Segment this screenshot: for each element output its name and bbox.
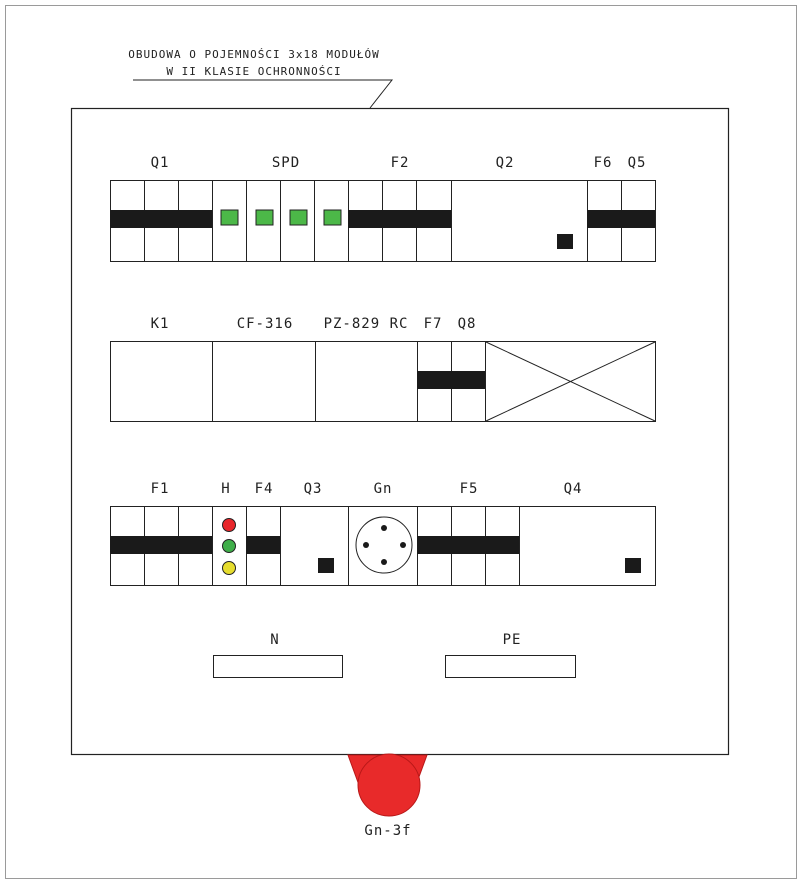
note-leader-line xyxy=(133,80,392,108)
q3-indicator xyxy=(318,558,334,573)
label-f2: F2 xyxy=(390,155,410,171)
socket-pin-right xyxy=(400,542,406,548)
f6-q5-handle-bar xyxy=(587,210,655,228)
label-f1: F1 xyxy=(150,481,170,497)
spd-led-1 xyxy=(221,210,238,225)
socket-pin-bottom xyxy=(381,559,387,565)
f2-handle-bar xyxy=(348,210,451,228)
label-q1: Q1 xyxy=(150,155,170,171)
note-line-1: OBUDOWA O POJEMNOŚCI 3x18 MODUŁÓW xyxy=(128,48,380,61)
socket-pin-left xyxy=(363,542,369,548)
label-q5: Q5 xyxy=(627,155,647,171)
label-cf316: CF-316 xyxy=(236,316,294,332)
label-f4: F4 xyxy=(254,481,274,497)
indicator-lamp-green xyxy=(223,540,236,553)
label-f6: F6 xyxy=(593,155,613,171)
label-q4: Q4 xyxy=(563,481,583,497)
rail-row-2 xyxy=(111,342,656,422)
f1-handle-bar xyxy=(110,536,212,554)
note-line-2: W II KLASIE OCHRONNOŚCI xyxy=(166,65,342,78)
label-f5: F5 xyxy=(459,481,479,497)
label-q8: Q8 xyxy=(457,316,477,332)
spd-led-3 xyxy=(290,210,307,225)
label-spd: SPD xyxy=(271,155,301,171)
f5-handle-bar xyxy=(417,536,519,554)
label-gn: Gn xyxy=(373,481,393,497)
label-n: N xyxy=(270,632,280,648)
external-socket-gn-3f xyxy=(348,754,427,839)
label-q2: Q2 xyxy=(495,155,515,171)
q1-handle-bar xyxy=(110,210,212,228)
indicator-lamp-red xyxy=(223,519,236,532)
terminal-block-pe xyxy=(446,656,576,678)
q2-indicator xyxy=(557,234,573,249)
label-k1: K1 xyxy=(150,316,170,332)
socket-pin-top xyxy=(381,525,387,531)
label-pz829: PZ-829 RC xyxy=(323,316,409,332)
socket-cap xyxy=(358,754,420,816)
q4-indicator xyxy=(625,558,641,573)
gn-socket xyxy=(356,517,412,573)
label-h: H xyxy=(221,481,231,497)
label-pe: PE xyxy=(502,632,522,648)
label-gn-3f: Gn-3f xyxy=(364,823,412,839)
f7-q8-handle-bar xyxy=(417,371,485,389)
label-f7: F7 xyxy=(423,316,443,332)
spd-led-2 xyxy=(256,210,273,225)
indicator-lamp-yellow xyxy=(223,562,236,575)
terminal-block-n xyxy=(214,656,343,678)
spd-led-4 xyxy=(324,210,341,225)
f4-handle-bar xyxy=(246,536,280,554)
label-q3: Q3 xyxy=(303,481,323,497)
